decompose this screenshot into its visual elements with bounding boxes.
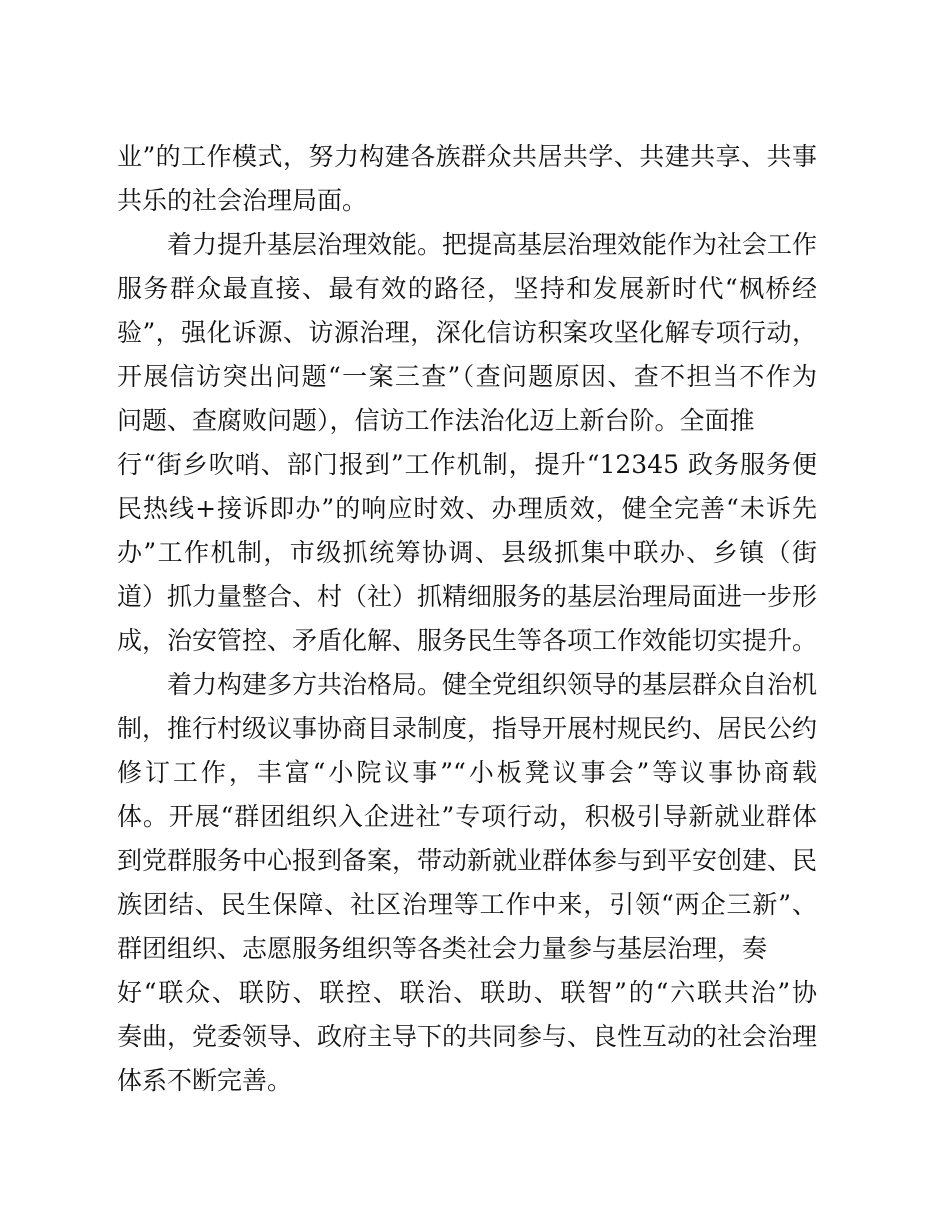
paragraph-line: 验”，强化诉源、访源治理，深化信访积案攻坚化解专项行动， (117, 318, 817, 347)
paragraph-line: 制，推行村级议事协商目录制度，指导开展村规民约、居民公约 (117, 714, 817, 743)
paragraph-line: 办”工作机制，市级抓统筹协调、县级抓集中联办、乡镇（街 (117, 538, 817, 567)
paragraph-line: 奏曲，党委领导、政府主导下的共同参与、良性互动的社会治理 (117, 1022, 817, 1051)
paragraph-line: 着力构建多方共治格局。健全党组织领导的基层群众自治机 (167, 670, 817, 699)
paragraph-line: 开展信访突出问题“一案三查”（查问题原因、查不担当不作为 (117, 362, 817, 391)
paragraph-line: 体系不断完善。 (117, 1066, 293, 1095)
paragraph-line: 修订工作，丰富“小院议事”“小板凳议事会”等议事协商载 (117, 758, 817, 787)
paragraph-line: 道）抓力量整合、村（社）抓精细服务的基层治理局面进一步形 (117, 582, 817, 611)
paragraph-line: 行“街乡吹哨、部门报到”工作机制，提升“12345 政务服务便 (117, 450, 817, 479)
paragraph-line: 族团结、民生保障、社区治理等工作中来，引领“两企三新”、 (117, 890, 817, 919)
paragraph-line: 民热线+接诉即办”的响应时效、办理质效，健全完善“未诉先 (117, 494, 817, 523)
paragraph-line: 群团组织、志愿服务组织等各类社会力量参与基层治理，奏 (117, 934, 768, 963)
paragraph-line: 好“联众、联防、联控、联治、联助、联智”的“六联共治”协 (117, 978, 817, 1007)
paragraph-line: 业”的工作模式，努力构建各族群众共居共学、共建共享、共事 (117, 142, 817, 171)
paragraph-line: 问题、查腐败问题），信访工作法治化迈上新台阶。全面推 (117, 406, 755, 435)
paragraph-line: 成，治安管控、矛盾化解、服务民生等各项工作效能切实提升。 (117, 626, 817, 655)
paragraph-line: 到党群服务中心报到备案，带动新就业群体参与到平安创建、民 (117, 846, 817, 875)
paragraph-line: 着力提升基层治理效能。把提高基层治理效能作为社会工作 (167, 230, 817, 259)
paragraph-line: 体。开展“群团组织入企进社”专项行动，积极引导新就业群体 (117, 802, 817, 831)
paragraph-line: 共乐的社会治理局面。 (117, 186, 368, 215)
paragraph-line: 服务群众最直接、最有效的路径，坚持和发展新时代“枫桥经 (117, 274, 817, 303)
